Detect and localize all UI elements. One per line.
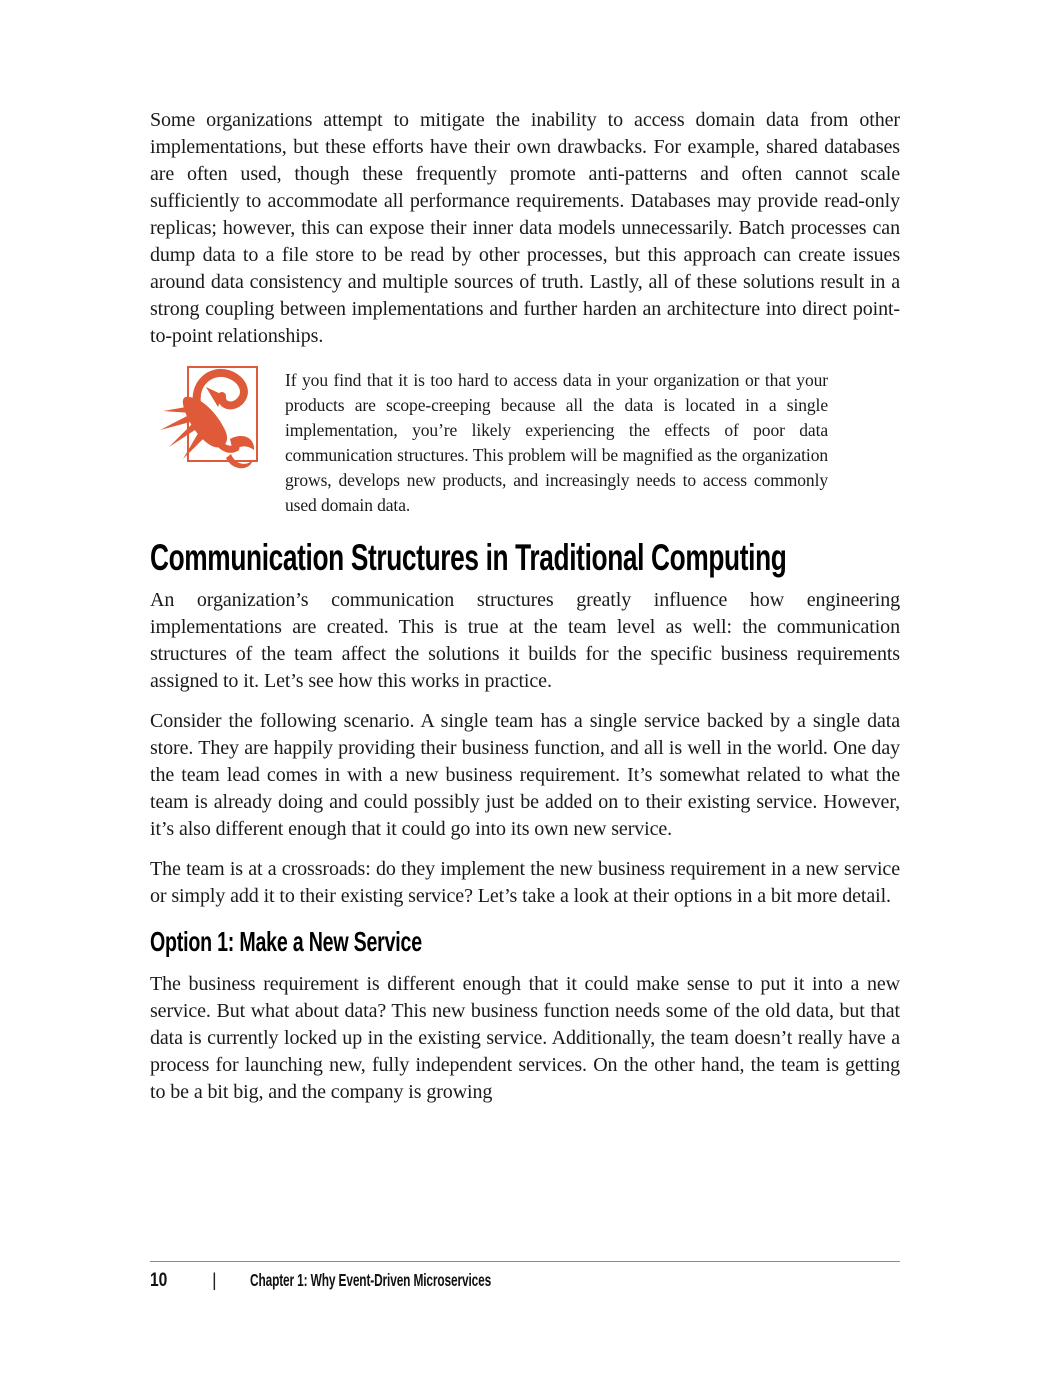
page-number: 10	[150, 1270, 168, 1291]
paragraph-scenario: Consider the following scenario. A single team has a single service backed by a single data store. They are happily providing their business function, and all is well in the world. One day the team lead comes in with a new business requirement. It’s somewhat related to what the team is already doing and could possibly just be added on to their existing service. However, it’s also different enough that it could go into its own new service.	[150, 710, 900, 840]
paragraph-organization: An organization’s communication structures greatly influence how engineering implementations are created. This is true at the team level as well: the communication structures of the team affect the solutions it builds for the specific business requirements assigned to it. Let’s see how this works in practice.	[150, 589, 900, 692]
footer-row	[150, 1270, 900, 1300]
footer-separator: |	[212, 1270, 217, 1290]
paragraph-intro: Some organizations attempt to mitigate the inability to access domain data from other implementations, but these efforts have their own drawbacks. For example, shared databases are often used, though these frequently promote anti-patterns and often cannot scale sufficiently to accommodate all performance requirements. Databases may provide read-only replicas; however, this can expose their inner data models unnecessarily. Batch processes can dump data to a file store to be read by other processes, but this approach can create issues around data consistency and multiple sources of truth. Lastly, all of these solutions result in a strong coupling between implementations and further harden an architecture into direct point-to-point relationships.	[150, 109, 900, 347]
paragraph-crossroads: The team is at a crossroads: do they implement the new business requirement in a new service or simply add it to their existing service? Let’s take a look at their options in a bit more detail.	[150, 858, 900, 907]
warning-note-text: If you find that it is too hard to access data in your organization or that your products are scope-creeping because all the data is located in a single implementation, you’re likely experiencing the effects of poor data communication structures. This problem will be magnified as the organization grows, develops new products, and increasingly needs to access commonly used domain data.	[285, 370, 828, 515]
paragraph-option1: The business requirement is different enough that it could make sense to put it into a new service. But what about data? This new business function needs some of the old data, but that data is currently locked up in the existing service. Additionally, the team doesn’t really have a process for launching new, fully independent services. On the other hand, the team is getting to be a bit big, and the company is growing	[150, 973, 900, 1103]
warning-icon-area	[150, 368, 285, 518]
page-footer	[150, 1261, 900, 1300]
section-heading: Communication Structures in Traditional Computing	[150, 537, 787, 578]
warning-note	[150, 368, 900, 518]
subsection-heading-option1: Option 1: Make a New Service	[150, 926, 422, 957]
scorpion-icon	[160, 362, 270, 474]
chapter-title: Chapter 1: Why Event-Driven Microservices	[250, 1270, 492, 1290]
page-body	[150, 107, 900, 1119]
